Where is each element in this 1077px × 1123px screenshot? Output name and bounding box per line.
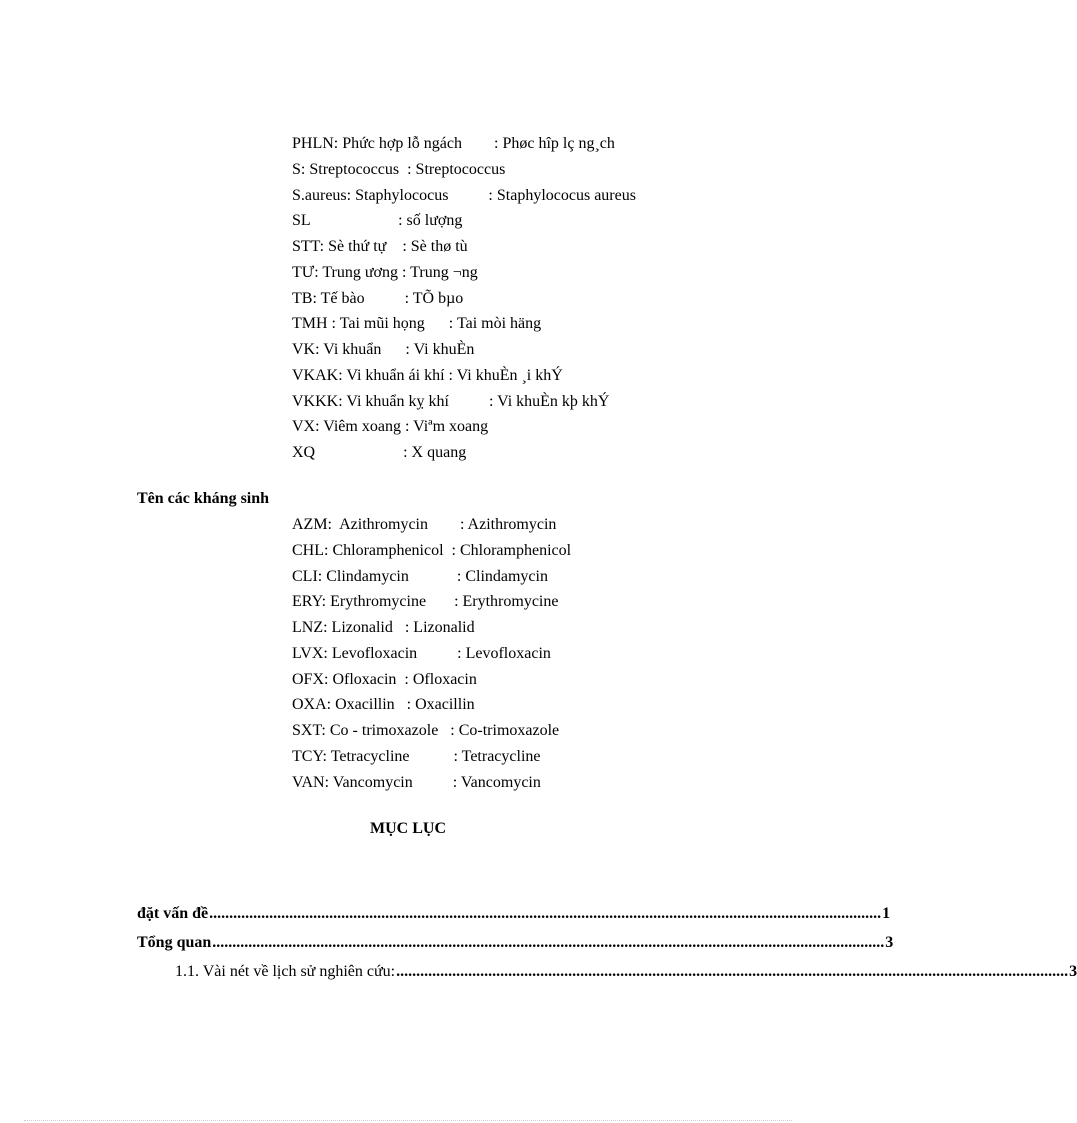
toc-entry-lich-su[interactable] — [175, 962, 1077, 982]
toc-leader-dots: ........................................................................................................................................................................ — [212, 934, 885, 951]
antibiotic-entry: OFX: Ofloxacin : Ofloxacin — [292, 671, 477, 688]
antibiotic-entry: CLI: Clindamycin : Clindamycin — [292, 568, 548, 585]
abbreviation-entry: TB: Tế bào : TÕ bµo — [292, 290, 464, 307]
antibiotic-entry: ERY: Erythromycine : Erythromycine — [292, 593, 559, 610]
toc-entry-tong-quan[interactable] — [137, 933, 894, 953]
toc-entry-title: đặt vấn đề — [137, 905, 209, 922]
abbreviation-entry: XQ : X quang — [292, 444, 467, 461]
antibiotic-entry: VAN: Vancomycin : Vancomycin — [292, 774, 541, 791]
antibiotic-entry: CHL: Chloramphenicol : Chloramphenicol — [292, 542, 572, 559]
toc-entry-dat-van-de[interactable] — [137, 904, 891, 924]
antibiotic-entry: LVX: Levofloxacin : Levofloxacin — [292, 645, 551, 662]
toc-entry-page: 1 — [882, 905, 891, 922]
abbreviation-entry: TMH : Tai mũi họng : Tai mòi häng — [292, 315, 542, 332]
antibiotic-entry: OXA: Oxacillin : Oxacillin — [292, 696, 475, 713]
abbreviation-entry: S.aureus: Staphylococus : Staphylococus aureus — [292, 187, 636, 204]
toc-entry-page: 3 — [1069, 963, 1077, 980]
abbreviation-entry: VX: Viêm xoang : Viªm xoang — [292, 418, 489, 435]
toc-leader-dots: ........................................................................................................................................................................ — [209, 905, 882, 922]
antibiotics-heading: Tên các kháng sinh — [137, 490, 270, 507]
toc-entry-title: Tổng quan — [137, 934, 212, 951]
abbreviation-entry: SL : số lượng — [292, 212, 463, 229]
page-bottom-rule — [24, 1120, 792, 1121]
abbreviation-entry: S: Streptococcus : Streptococcus — [292, 161, 506, 178]
abbreviation-entry: PHLN: Phức hợp lỗ ngách : Phøc hîp lç ng¸ch — [292, 135, 615, 152]
toc-entry-page: 3 — [885, 934, 894, 951]
antibiotic-entry: SXT: Co - trimoxazole : Co-trimoxazole — [292, 722, 560, 739]
antibiotic-entry: LNZ: Lizonalid : Lizonalid — [292, 619, 475, 636]
abbreviation-entry: VKKK: Vi khuẩn kỵ khí : Vi khuÈn kþ khÝ — [292, 393, 610, 410]
toc-title: MỤC LỤC — [370, 820, 446, 837]
toc-leader-dots: ........................................................................................................................................................................ — [396, 963, 1069, 980]
abbreviation-entry: VK: Vi khuẩn : Vi khuÈn — [292, 341, 475, 358]
toc-entry-title: 1.1. Vài nét về lịch sử nghiên cứu: — [175, 963, 396, 980]
abbreviation-entry: VKAK: Vi khuẩn ái khí : Vi khuÈn ¸i khÝ — [292, 367, 563, 384]
antibiotic-entry: TCY: Tetracycline : Tetracycline — [292, 748, 541, 765]
abbreviation-entry: STT: Sè thứ tự : Sè thø tù — [292, 238, 468, 255]
abbreviation-entry: TƯ: Trung ương : Trung ¬ng — [292, 264, 478, 281]
antibiotic-entry: AZM: Azithromycin : Azithromycin — [292, 516, 557, 533]
